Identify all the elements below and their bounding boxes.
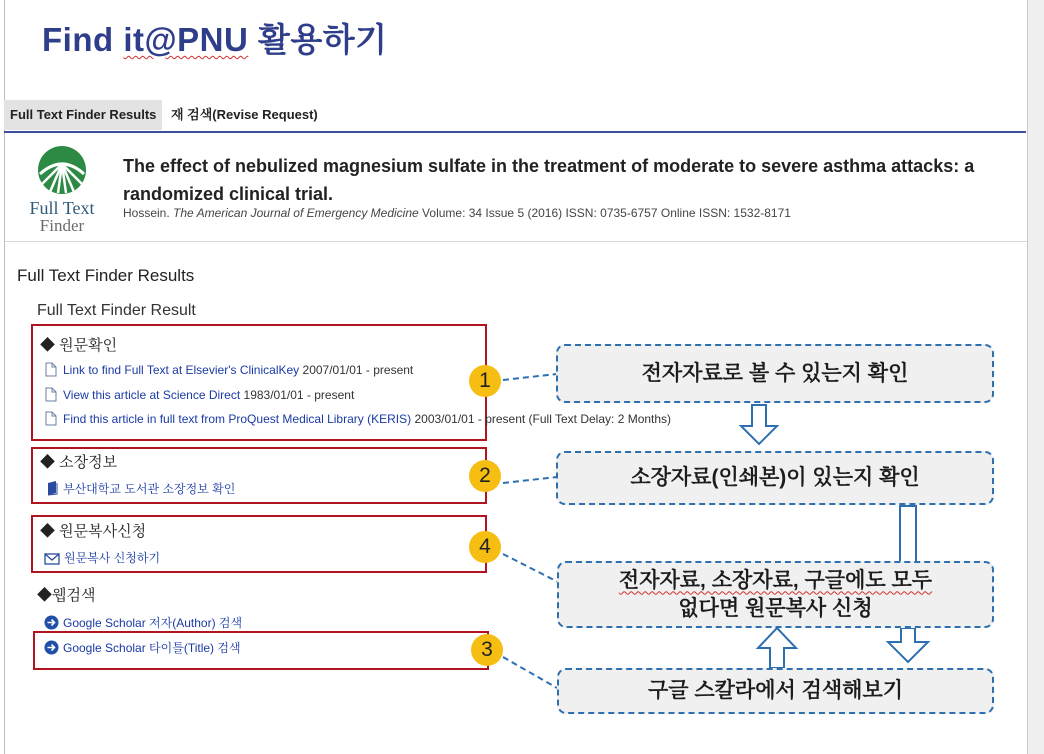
link-google-scholar-author[interactable]: Google Scholar 저자(Author) 검색 [63, 616, 243, 630]
callout-2: 소장자료(인쇄본)이 있는지 확인 [556, 451, 994, 505]
group-title-fulltext: ◆ 원문확인 [40, 337, 118, 354]
connector-bar [900, 506, 916, 562]
coverage-proquest: 2003/01/01 - present (Full Text Delay: 2 Months) [414, 412, 672, 426]
badge-2: 2 [469, 460, 501, 492]
coverage-clinicalkey: 2007/01/01 - present [302, 363, 414, 377]
logo-text-line1: Full Text [29, 198, 95, 218]
group-title-holdings: ◆ 소장정보 [40, 454, 118, 471]
callout-4-line2: 없다면 원문복사 신청 [678, 596, 873, 620]
tab-revise-request[interactable]: 재 검색(Revise Request) [171, 107, 318, 122]
arrow-down-icon [888, 628, 928, 662]
callout-3: 구글 스칼라에서 검색해보기 [557, 668, 994, 714]
connector-3 [503, 657, 557, 688]
callout-4 [557, 561, 994, 628]
logo-text-line2: Finder [39, 216, 85, 235]
group-title-request: ◆ 원문복사신청 [40, 523, 147, 540]
article-details: Volume: 34 Issue 5 (2016) ISSN: 0735-6757 Online ISSN: 1532-8171 [422, 206, 791, 220]
slide-title: Find it@PNU 활용하기 [42, 21, 388, 58]
results-heading: Full Text Finder Results [17, 266, 195, 285]
link-clinicalkey[interactable]: Link to find Full Text at Elsevier's ClinicalKey [63, 363, 300, 377]
link-document-delivery[interactable]: 원문복사 신청하기 [64, 551, 161, 565]
arrow-down-icon [741, 405, 777, 444]
tab-full-text-finder-results[interactable]: Full Text Finder Results [4, 100, 162, 130]
link-google-scholar-title[interactable]: Google Scholar 타이틀(Title) 검색 [63, 641, 241, 655]
link-science-direct[interactable]: View this article at Science Direct [63, 388, 241, 402]
connector-2 [503, 477, 557, 483]
badge-3: 3 [471, 634, 503, 666]
link-library-holdings[interactable]: 부산대학교 도서관 소장정보 확인 [63, 482, 236, 496]
results-subheading: Full Text Finder Result [37, 302, 196, 319]
connector-4 [503, 554, 558, 582]
arrow-up-icon [758, 628, 796, 668]
connector-1 [503, 374, 557, 380]
group-title-web: ◆웹검색 [37, 587, 96, 604]
badge-1: 1 [469, 365, 501, 397]
article-journal: The American Journal of Emergency Medicine [173, 206, 419, 220]
callout-4-line1: 전자자료, 소장자료, 구글에도 모두 [618, 568, 933, 592]
article-title: The effect of nebulized magnesium sulfate in the treatment of moderate to severe asthma attacks: a randomized clinical trial. [123, 156, 975, 204]
link-proquest[interactable]: Find this article in full text from ProQuest Medical Library (KERIS) [63, 412, 412, 426]
coverage-science-direct: 1983/01/01 - present [243, 388, 355, 402]
callout-1: 전자자료로 볼 수 있는지 확인 [556, 344, 994, 403]
badge-4: 4 [469, 531, 501, 563]
article-author: Hossein. [123, 206, 170, 220]
